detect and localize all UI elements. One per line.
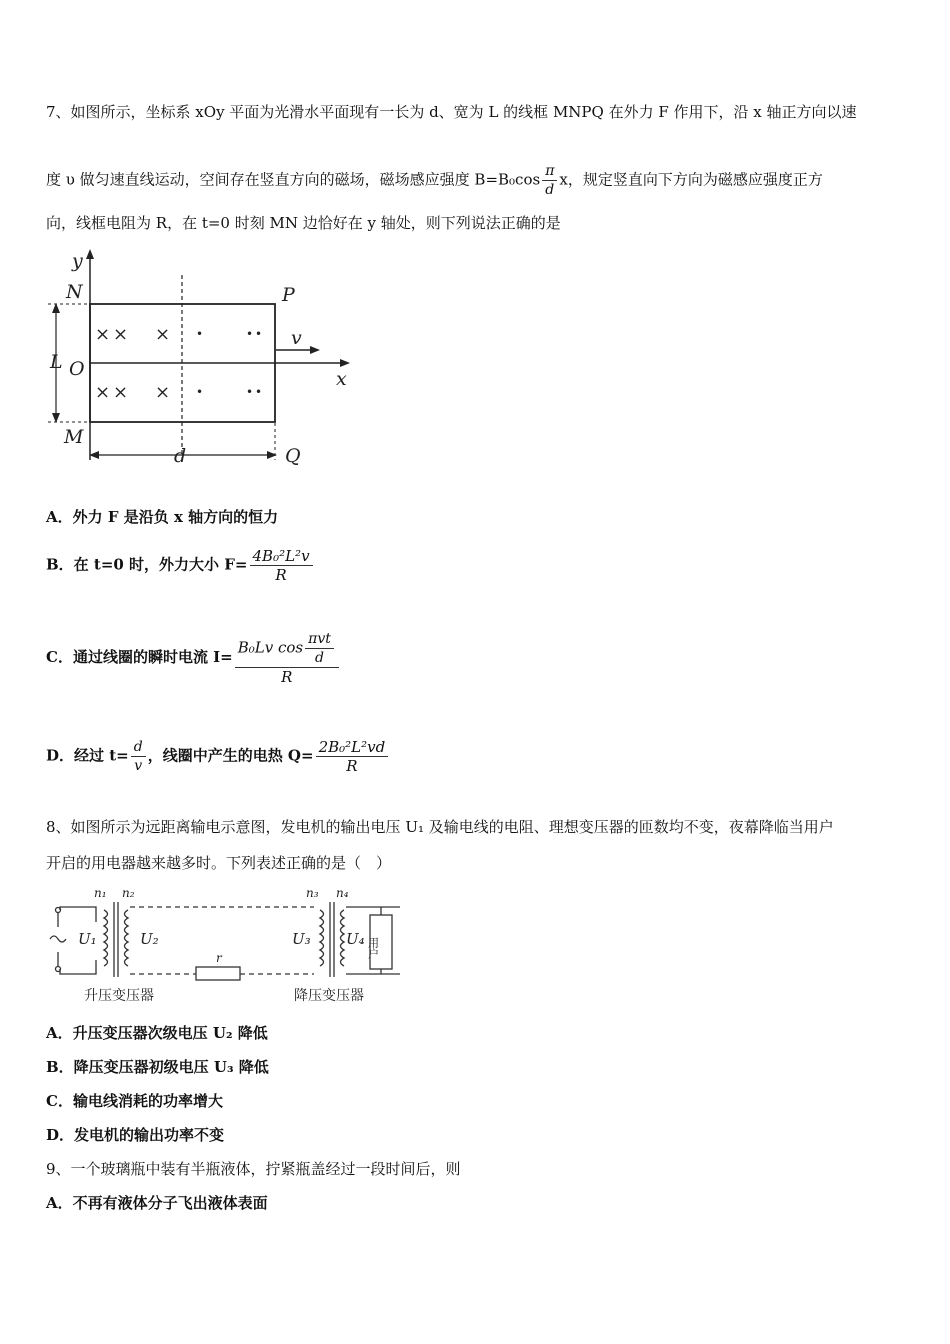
q8-option-b[interactable]: B．降压变压器初级电压 U₃ 降低 [46, 1058, 269, 1076]
fraction-numerator: πvt [305, 630, 334, 649]
q-fraction [316, 738, 389, 775]
velocity-arrow-icon [310, 346, 320, 354]
field-cross-5: × [113, 382, 129, 403]
x-axis-arrow-icon [340, 359, 350, 367]
ac-source-icon [50, 936, 66, 942]
label-u3: U₃ [292, 930, 311, 948]
label-u4: U₄ [346, 930, 365, 948]
q8-option-d[interactable]: D．发电机的输出功率不变 [46, 1126, 225, 1144]
step-up-primary-coil-icon [104, 910, 108, 966]
q7-option-b-fraction [250, 547, 313, 584]
q8-stem-line1: 8、如图所示为远距离输电示意图，发电机的输出电压 U₁ 及输电线的电阻、理想变压器的匝数均不变，夜幕降临当用户 [46, 818, 834, 836]
q7-option-c[interactable] [46, 630, 341, 686]
label-u1: U₁ [78, 930, 97, 948]
field-dot-2: • [246, 327, 254, 341]
q7-option-d-text-b: ，线圈中产生的电热 Q= [147, 746, 314, 765]
label-n1: n₁ [94, 886, 107, 900]
fraction-numerator [235, 630, 339, 668]
q7-stem-line2 [46, 162, 823, 199]
step-up-secondary-coil-icon [125, 910, 129, 966]
q7-stem-line2-b: x，规定竖直向下方向为磁感应强度正方 [559, 170, 823, 189]
label-m: M [64, 426, 84, 448]
label-y: y [72, 250, 83, 272]
field-dot-6: • [255, 385, 263, 399]
fraction-numerator: 4B₀²L²v [250, 547, 313, 566]
q7-option-c-fraction [235, 630, 339, 686]
q7-option-d-text-a: D．经过 t= [46, 746, 129, 765]
field-dot-5: • [246, 385, 254, 399]
field-cross-4: × [95, 382, 111, 403]
pivt-over-d-fraction [305, 630, 334, 667]
q7-option-b[interactable] [46, 547, 315, 584]
label-user: 用户 [366, 937, 380, 959]
label-r: r [216, 951, 222, 965]
q7-stem-line3: 向，线框电阻为 R，在 t=0 时刻 MN 边恰好在 y 轴处，则下列说法正确的是 [46, 214, 561, 232]
line-resistor-r [196, 967, 240, 980]
label-l: L [50, 351, 63, 373]
field-cross-2: × [113, 324, 129, 345]
label-v: v [291, 327, 302, 349]
label-x: x [336, 368, 347, 390]
label-d: d [174, 445, 187, 467]
y-axis-arrow-icon [86, 249, 94, 259]
q8-stem-line2: 开启的用电器越来越多时。下列表述正确的是（ ） [46, 854, 392, 872]
field-dot-1: • [196, 327, 204, 341]
fraction-denominator: R [281, 668, 293, 686]
q9-stem: 9、一个玻璃瓶中装有半瓶液体，拧紧瓶盖经过一段时间后，则 [46, 1160, 461, 1178]
fraction-denominator: d [315, 650, 324, 666]
fraction-denominator: v [134, 758, 143, 774]
q8-option-c[interactable]: C．输电线消耗的功率增大 [46, 1092, 223, 1110]
fraction-numerator: d [131, 738, 146, 757]
q7-option-d[interactable] [46, 738, 390, 775]
fraction-denominator: R [346, 757, 358, 775]
fraction-numerator: 2B₀²L²vd [316, 738, 389, 757]
pi-over-d-fraction [542, 162, 557, 199]
field-cross-1: × [95, 324, 111, 345]
label-n3: n₃ [306, 886, 319, 900]
label-step-up: 升压变压器 [84, 988, 154, 1004]
q9-option-a[interactable]: A．不再有液体分子飞出液体表面 [46, 1194, 268, 1212]
current-numerator-text: B₀Lv cos [237, 638, 304, 657]
field-dot-4: • [196, 385, 204, 399]
label-o: O [69, 358, 85, 380]
label-n: N [66, 281, 83, 303]
q8-transmission-figure [44, 882, 414, 1007]
q7-option-a[interactable]: A．外力 F 是沿负 x 轴方向的恒力 [46, 508, 279, 526]
label-step-down: 降压变压器 [294, 988, 364, 1004]
field-cross-6: × [155, 382, 171, 403]
q7-option-c-text: C．通过线圈的瞬时电流 I= [46, 648, 233, 666]
fraction-denominator: R [275, 566, 287, 584]
t-fraction [131, 738, 146, 775]
label-n2: n₂ [122, 886, 135, 900]
q7-stem-line1: 7、如图所示，坐标系 xOy 平面为光滑水平面现有一长为 d、宽为 L 的线框 MNPQ 在外力 F 作用下，沿 x 轴正方向以速 [46, 103, 857, 121]
q7-loop-figure [40, 245, 360, 475]
fraction-numerator: π [542, 162, 557, 181]
fraction-denominator: d [545, 182, 555, 198]
label-n4: n₄ [336, 886, 349, 900]
q7-stem-line2-a: 度 υ 做匀速直线运动，空间存在竖直方向的磁场，磁场感应强度 B=B₀cos [46, 170, 541, 189]
label-q: Q [285, 445, 301, 467]
field-dot-3: • [255, 327, 263, 341]
step-down-secondary-coil-icon [341, 910, 345, 966]
label-p: P [282, 284, 295, 306]
q7-option-b-text: B．在 t=0 时，外力大小 F= [46, 555, 248, 574]
field-cross-3: × [155, 324, 171, 345]
q8-option-a[interactable]: A．升压变压器次级电压 U₂ 降低 [46, 1024, 268, 1042]
label-u2: U₂ [140, 930, 159, 948]
step-down-primary-coil-icon [320, 910, 324, 966]
